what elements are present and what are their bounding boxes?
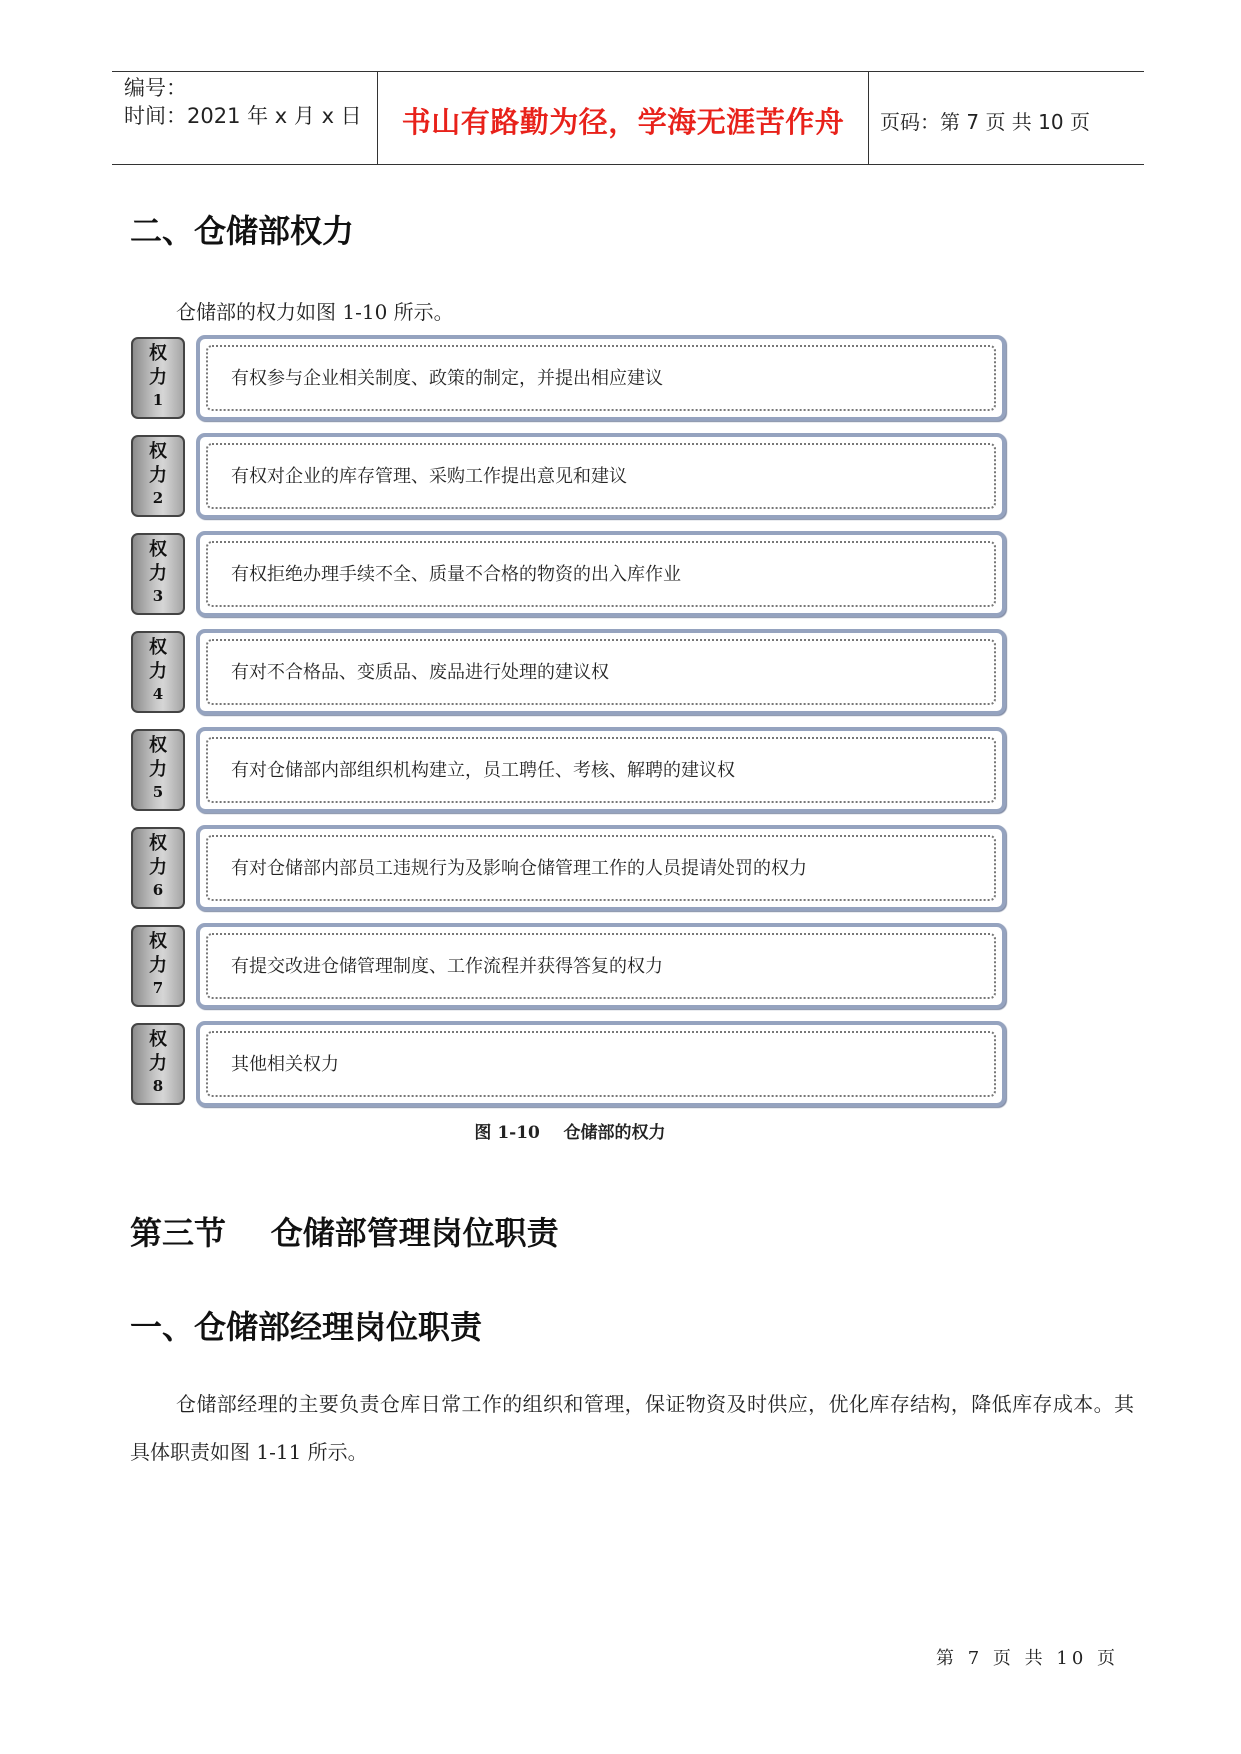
power-tag-char: 力: [149, 661, 167, 682]
power-tag-char: 力: [149, 465, 167, 486]
power-tag-number: 3: [152, 587, 164, 605]
power-text: 有对仓储部内部组织机构建立，员工聘任、考核、解聘的建议权: [206, 737, 996, 803]
figure-caption: 图 1-10 仓储部的权力: [474, 1123, 666, 1143]
header-meta: [124, 74, 362, 130]
power-tag: [131, 435, 185, 517]
power-tag-number: 6: [152, 881, 164, 899]
power-tag-number: 2: [152, 489, 164, 507]
power-tag-char: 权: [149, 833, 167, 854]
power-tag-number: 7: [152, 979, 164, 997]
power-tag-char: 权: [149, 343, 167, 364]
power-row: [130, 1021, 1010, 1111]
power-tag-number: 4: [152, 685, 164, 703]
power-tag: [131, 827, 185, 909]
power-tag-word-4: [133, 636, 183, 684]
power-tag-char: 权: [149, 931, 167, 952]
power-card: [196, 825, 1006, 911]
power-tag-word-8: [133, 1028, 183, 1076]
power-text: 有权拒绝办理手续不全、质量不合格的物资的出入库作业: [206, 541, 996, 607]
power-card: [196, 433, 1006, 519]
power-tag: [131, 729, 185, 811]
power-row: [130, 335, 1010, 425]
power-tag-char: 权: [149, 735, 167, 756]
power-tag-char: 权: [149, 637, 167, 658]
power-row: [130, 629, 1010, 719]
power-tag-word-1: [133, 342, 183, 390]
power-card: [196, 727, 1006, 813]
section-heading-duties: 第三节 仓储部管理岗位职责: [130, 1214, 559, 1252]
power-row: [130, 825, 1010, 915]
power-text: 有提交改进仓储管理制度、工作流程并获得答复的权力: [206, 933, 996, 999]
power-tag-char: 力: [149, 367, 167, 388]
power-row: [130, 433, 1010, 523]
power-tag-word-5: [133, 734, 183, 782]
power-tag: [131, 337, 185, 419]
power-tag-char: 力: [149, 857, 167, 878]
power-text: 有权对企业的库存管理、采购工作提出意见和建议: [206, 443, 996, 509]
power-card: [196, 1021, 1006, 1107]
power-tag-char: 力: [149, 759, 167, 780]
header-time-label: 时间：2021 年 x 月 x 日: [124, 104, 362, 128]
power-text: 有对仓储部内部员工违规行为及影响仓储管理工作的人员提请处罚的权力: [206, 835, 996, 901]
header-bottom-rule: [112, 164, 1144, 165]
power-tag-number: 1: [152, 391, 164, 409]
page-footer: 第 7 页 共 10 页: [936, 1648, 1119, 1669]
powers-diagram: [130, 335, 1010, 1119]
header-motto: 书山有路勤为径，学海无涯苦作舟: [401, 105, 845, 139]
power-row: [130, 923, 1010, 1013]
power-tag: [131, 631, 185, 713]
power-card: [196, 629, 1006, 715]
power-row: [130, 727, 1010, 817]
power-text: 有权参与企业相关制度、政策的制定，并提出相应建议: [206, 345, 996, 411]
power-card: [196, 531, 1006, 617]
header-top-rule: [112, 71, 1144, 72]
power-text: 其他相关权力: [206, 1031, 996, 1097]
power-tag-word-6: [133, 832, 183, 880]
power-tag-number: 5: [152, 783, 164, 801]
power-tag: [131, 533, 185, 615]
section-intro: 仓储部的权力如图 1-10 所示。: [176, 300, 454, 324]
power-tag-char: 力: [149, 955, 167, 976]
header-divider-right: [868, 71, 869, 164]
power-tag: [131, 925, 185, 1007]
header-number-label: 编号：: [124, 76, 187, 100]
header-page-info: 页码：第 7 页 共 10 页: [880, 110, 1090, 134]
power-tag-word-2: [133, 440, 183, 488]
power-card: [196, 335, 1006, 421]
power-row: [130, 531, 1010, 621]
power-tag-char: 力: [149, 1053, 167, 1074]
power-card: [196, 923, 1006, 1009]
power-tag-number: 8: [152, 1077, 164, 1095]
power-tag: [131, 1023, 185, 1105]
section-heading-manager-duties: 一、仓储部经理岗位职责: [130, 1308, 483, 1346]
power-tag-char: 力: [149, 563, 167, 584]
power-tag-word-3: [133, 538, 183, 586]
power-text: 有对不合格品、变质品、废品进行处理的建议权: [206, 639, 996, 705]
power-tag-char: 权: [149, 539, 167, 560]
section-heading-powers: 二、仓储部权力: [130, 212, 355, 250]
power-tag-char: 权: [149, 441, 167, 462]
section-body: 仓储部经理的主要负责仓库日常工作的组织和管理，保证物资及时供应，优化库存结构，降低库存成本。其具体职责如图 1-11 所示。: [130, 1392, 1134, 1464]
power-tag-word-7: [133, 930, 183, 978]
power-tag-char: 权: [149, 1029, 167, 1050]
